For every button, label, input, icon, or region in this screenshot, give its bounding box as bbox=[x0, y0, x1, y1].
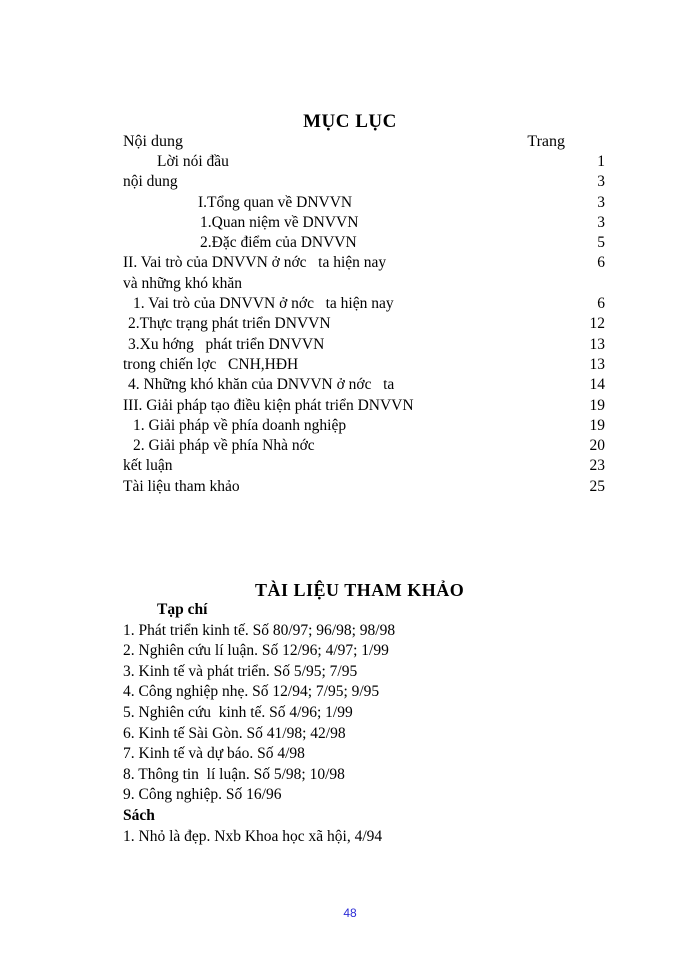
toc-list bbox=[123, 152, 605, 497]
toc-entry-label: 1.Quan niệm về DNVVN bbox=[200, 213, 359, 231]
toc-entry bbox=[123, 152, 605, 172]
toc-entry-page: 25 bbox=[589, 477, 605, 495]
toc-entry-page: 19 bbox=[589, 416, 605, 434]
toc-entry-label: 2.Đặc điểm của DNVVN bbox=[200, 234, 357, 252]
toc-entry-label: 1. Vai trò của DNVVN ở nớc ta hiện nay bbox=[133, 295, 394, 313]
toc-entry bbox=[123, 456, 605, 476]
reference-item: 4. Công nghiệp nhẹ. Số 12/94; 7/95; 9/95 bbox=[123, 683, 380, 701]
toc-title: MỤC LỤC bbox=[303, 111, 397, 132]
toc-entry-page: 6 bbox=[597, 295, 605, 313]
toc-entry-page: 20 bbox=[589, 437, 605, 455]
toc-header-content-label: Nội dung bbox=[123, 133, 183, 150]
toc-entry-page: 13 bbox=[589, 335, 605, 353]
reference-item: 1. Nhỏ là đẹp. Nxb Khoa học xã hội, 4/94 bbox=[123, 827, 383, 845]
toc-entry bbox=[123, 436, 605, 456]
toc-entry bbox=[123, 477, 605, 497]
toc-header bbox=[123, 132, 565, 152]
toc-entry-label: III. Giải pháp tạo điều kiện phát triển DNVVN bbox=[123, 396, 414, 414]
reference-item: 1. Phát triển kinh tế. Số 80/97; 96/98; 98/98 bbox=[123, 621, 396, 639]
toc-entry-label: 1. Giải pháp về phía doanh nghiệp bbox=[133, 416, 347, 434]
toc-entry bbox=[123, 335, 605, 355]
toc-entry bbox=[123, 314, 605, 334]
toc-entry bbox=[123, 355, 605, 375]
reference-item: 8. Thông tin lí luận. Số 5/98; 10/98 bbox=[123, 765, 345, 783]
reference-item: 2. Nghiên cứu lí luận. Số 12/96; 4/97; 1/99 bbox=[123, 642, 389, 660]
toc-entry-label: 4. Những khó khăn của DNVVN ở nớc ta bbox=[128, 376, 395, 394]
reference-item: 7. Kinh tế và dự báo. Số 4/98 bbox=[123, 745, 305, 763]
toc-entry bbox=[123, 375, 605, 395]
toc-entry-label: nội dung bbox=[123, 173, 178, 191]
toc-entry bbox=[123, 416, 605, 436]
toc-entry-label: 3.Xu hớng phát triển DNVVN bbox=[128, 335, 325, 353]
references-title: TÀI LIỆU THAM KHẢO bbox=[255, 580, 465, 600]
toc-entry bbox=[123, 274, 605, 294]
toc-entry-page: 19 bbox=[589, 396, 605, 414]
toc-entry-page: 14 bbox=[589, 376, 605, 394]
reference-section-heading: Tạp chí bbox=[157, 601, 208, 618]
toc-entry-label: và những khó khăn bbox=[123, 274, 243, 292]
toc-entry-page: 3 bbox=[597, 213, 605, 231]
toc-entry bbox=[123, 172, 605, 192]
toc-entry-page: 1 bbox=[597, 153, 605, 170]
toc-entry-label: 2. Giải pháp về phía Nhà nớc bbox=[133, 437, 315, 455]
toc-entry-label: Tài liệu tham khảo bbox=[123, 477, 240, 495]
reference-section-heading: Sách bbox=[123, 806, 155, 824]
toc-entry-label: 2.Thực trạng phát triển DNVVN bbox=[128, 315, 331, 333]
toc-entry-label: I.Tổng quan về DNVVN bbox=[198, 193, 353, 211]
toc-entry-label: Lời nói đầu bbox=[157, 153, 229, 170]
reference-item: 9. Công nghiệp. Số 16/96 bbox=[123, 786, 282, 804]
toc-entry bbox=[123, 253, 605, 273]
toc-entry bbox=[123, 233, 605, 253]
toc-entry bbox=[123, 193, 605, 213]
references-list bbox=[123, 600, 395, 847]
toc-entry-page: 6 bbox=[597, 254, 605, 272]
toc-entry bbox=[123, 213, 605, 233]
reference-item: 3. Kinh tế và phát triển. Số 5/95; 7/95 bbox=[123, 662, 358, 680]
toc-entry-page: 5 bbox=[597, 234, 605, 252]
toc-entry-label: trong chiến lợc CNH,HĐH bbox=[123, 355, 299, 373]
toc-entry bbox=[123, 396, 605, 416]
toc-entry-page: 3 bbox=[597, 193, 605, 211]
toc-entry bbox=[123, 294, 605, 314]
toc-entry-label: kết luận bbox=[123, 457, 173, 475]
reference-item: 6. Kinh tế Sài Gòn. Số 41/98; 42/98 bbox=[123, 724, 346, 742]
toc-entry-page: 23 bbox=[589, 457, 605, 475]
reference-item: 5. Nghiên cứu kinh tế. Số 4/96; 1/99 bbox=[123, 703, 353, 721]
toc-entry-page: 13 bbox=[589, 355, 605, 373]
toc-entry-page: 3 bbox=[597, 173, 605, 191]
toc-entry-page: 12 bbox=[589, 315, 605, 333]
toc-entry-label: II. Vai trò của DNVVN ở nớc ta hiện nay bbox=[123, 254, 387, 272]
page-number: 48 bbox=[343, 906, 357, 920]
toc-header-page-label: Trang bbox=[527, 133, 565, 150]
